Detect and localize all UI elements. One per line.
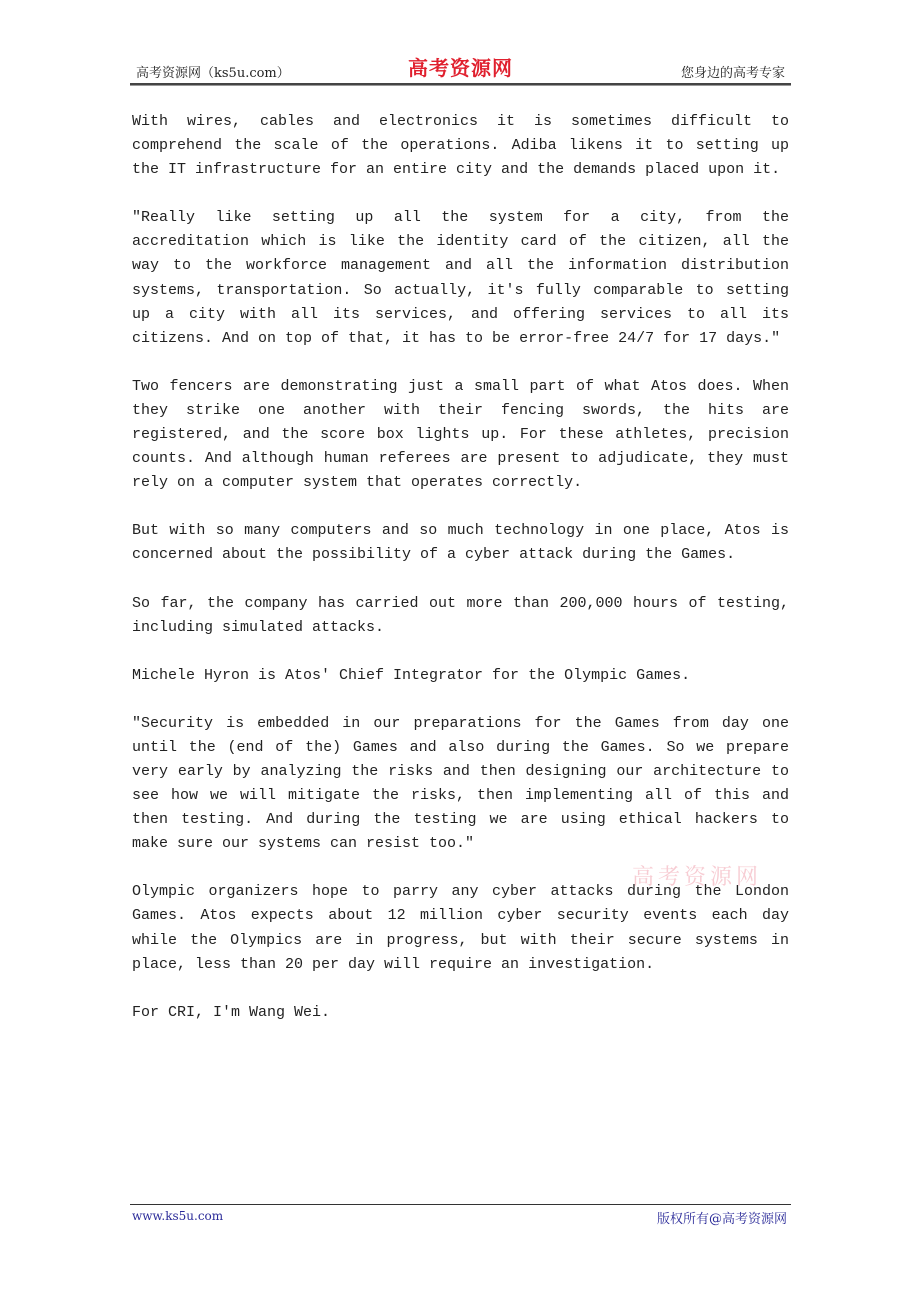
paragraph-3: Two fencers are demonstrating just a small part of what Atos does. When they strike one another with their fencing swords, the hits are registered, and the score box lights up. For these athletes, precision counts. And although human referees are present to adjudicate, they must rely on a computer system that operates correctly. (132, 377, 789, 492)
article-body (132, 110, 789, 1049)
paragraph-9: For CRI, I'm Wang Wei. (132, 1003, 331, 1021)
site-logo: 高考资源网 (408, 56, 513, 80)
paragraph-2: "Really like setting up all the system for a city, from the accreditation which is like the identity card of the citizen, all the way to the workforce management and all the information distribution systems, transportation. So actually, it's fully comparable to setting up a city with all its services, and offering services to all its citizens. And on top of that, it has to be error-free 24/7 for 17 days." (132, 209, 789, 347)
page-header (130, 52, 791, 86)
paragraph-6: Michele Hyron is Atos' Chief Integrator for the Olympic Games. (132, 666, 691, 684)
paragraph-7: "Security is embedded in our preparations for the Games from day one until the (end of the) Games and also during the Games. So we prepare very early by analyzing the risks and then designing our architecture to see how we will mitigate the risks, then implementing all of this and then testing. And during the testing we are using ethical hackers to make sure our systems can resist too." (132, 714, 789, 853)
footer-site-link[interactable]: www.ks5u.com (132, 1209, 224, 1223)
footer-copyright: 版权所有@高考资源网 (656, 1212, 787, 1227)
footer-divider (130, 1204, 791, 1205)
header-site-name: 高考资源网（ks5u.com） (136, 66, 290, 81)
paragraph-5: So far, the company has carried out more than 200,000 hours of testing, including simulated attacks. (132, 594, 789, 636)
header-divider (130, 83, 791, 86)
paragraph-4: But with so many computers and so much technology in one place, Atos is concerned about the possibility of a cyber attack during the Games. (132, 522, 789, 564)
paragraph-8: Olympic organizers hope to parry any cyber attacks during the London Games. Atos expects about 12 million cyber security events each day while the Olympics are in progress, but with their secure systems in place, less than 20 per day will require an investigation. (132, 883, 789, 973)
header-slogan: 您身边的高考专家 (680, 66, 785, 81)
page-footer (130, 1204, 791, 1228)
paragraph-1: With wires, cables and electronics it is sometimes difficult to comprehend the scale of the operations. Adiba likens it to setting up the IT infrastructure for an entire city and the demands placed upon it. (132, 113, 789, 179)
watermark-logo: 高考资源网 (632, 865, 763, 890)
